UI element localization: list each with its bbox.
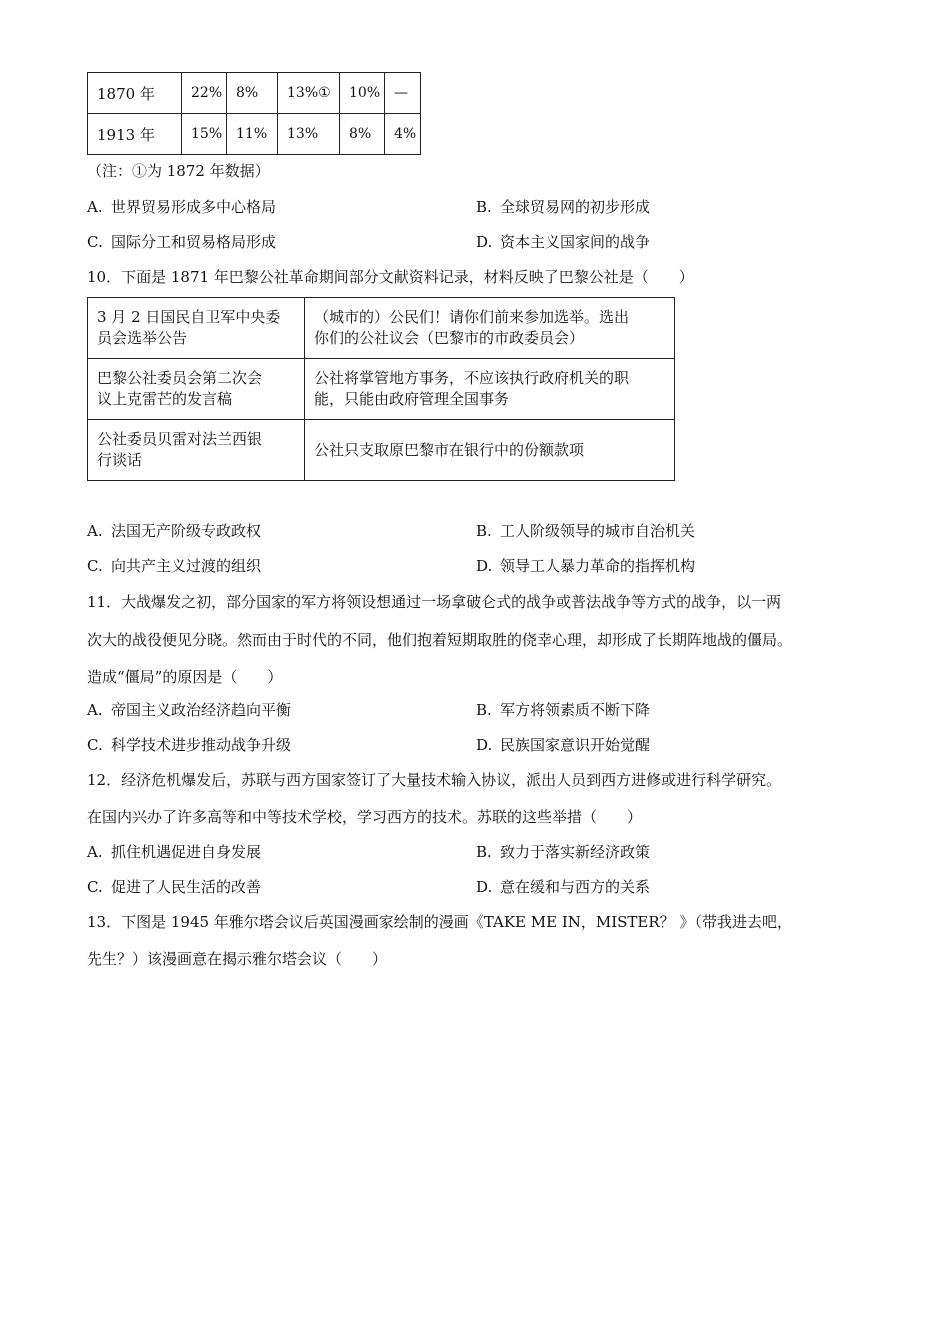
option-text: 民族国家意识开始觉醒 <box>500 736 651 754</box>
q9-option-a <box>87 196 276 217</box>
table-cell <box>88 420 305 481</box>
table-cell: 13%① <box>278 73 340 114</box>
q11-stem-line: 造成“僵局”的原因是（ ） <box>87 668 283 686</box>
cell-line: 议上克雷芒的发言稿 <box>97 390 233 408</box>
option-letter: C. <box>87 233 103 251</box>
cell-line: 能，只能由政府管理全国事务 <box>314 390 510 408</box>
option-text: 工人阶级领导的城市自治机关 <box>500 522 696 540</box>
cell-line: （城市的）公民们！请你们前来参加选举。选出 <box>314 308 630 326</box>
table-row <box>88 359 675 420</box>
q12-option-d <box>476 876 650 897</box>
table-cell: 22% <box>182 73 227 114</box>
cell-line: 公社将掌管地方事务，不应该执行政府机关的职 <box>314 369 630 387</box>
q10-option-c <box>87 555 261 576</box>
cell-line: 你们的公社议会（巴黎市的市政委员会） <box>314 329 585 347</box>
option-text: 意在缓和与西方的关系 <box>500 878 651 896</box>
table-cell: 15% <box>182 114 227 155</box>
q11-stem-line: 次大的战役便见分晓。然而由于时代的不同，他们抱着短期取胜的侥幸心理，却形成了长期阵地战的僵局。 <box>87 631 793 649</box>
q12-option-c <box>87 876 261 897</box>
option-text: 促进了人民生活的改善 <box>111 878 262 896</box>
option-text: 抓住机遇促进自身发展 <box>111 843 262 861</box>
table-cell <box>305 298 675 359</box>
table-cell <box>88 298 305 359</box>
q9-option-c <box>87 231 276 252</box>
option-text: 致力于落实新经济政策 <box>500 843 651 861</box>
table-cell: 1913 年 <box>88 114 182 155</box>
cell-line: 行谈话 <box>97 451 143 469</box>
option-letter: D. <box>476 878 493 896</box>
option-text: 军方将领素质不断下降 <box>500 701 651 719</box>
q11-option-b <box>476 699 650 720</box>
option-text: 全球贸易网的初步形成 <box>500 198 651 216</box>
option-letter: A. <box>87 701 103 719</box>
q9-option-b <box>476 196 650 217</box>
option-letter: B. <box>476 701 492 719</box>
q12-option-a <box>87 841 261 862</box>
cell-line: 员会选举公告 <box>97 329 188 347</box>
q11-option-c <box>87 734 291 755</box>
option-letter: A. <box>87 843 103 861</box>
option-text: 资本主义国家间的战争 <box>500 233 651 251</box>
table-row <box>88 73 421 114</box>
q11-stem-line: 11．大战爆发之初，部分国家的军方将领设想通过一场拿破仑式的战争或普法战争等方式的战争，以一两 <box>87 593 782 611</box>
table-cell: 8% <box>227 73 278 114</box>
option-text: 科学技术进步推动战争升级 <box>111 736 292 754</box>
q10-option-a <box>87 520 261 541</box>
q12-option-b <box>476 841 650 862</box>
table-cell <box>305 359 675 420</box>
table-cell <box>305 420 675 481</box>
option-letter: C. <box>87 736 103 754</box>
option-letter: B. <box>476 522 492 540</box>
q11-option-a <box>87 699 291 720</box>
q12-stem-line: 在国内兴办了许多高等和中等技术学校，学习西方的技术。苏联的这些举措（ ） <box>87 808 643 826</box>
table-cell <box>88 359 305 420</box>
q10-option-b <box>476 520 695 541</box>
q13-stem-line: 先生？）该漫画意在揭示雅尔塔会议（ ） <box>87 950 388 968</box>
table-cell: 10% <box>340 73 385 114</box>
q11-option-d <box>476 734 650 755</box>
q10-stem: 10．下面是 1871 年巴黎公社革命期间部分文献资料记录，材料反映了巴黎公社是（ ） <box>87 268 694 286</box>
trade-share-table <box>87 72 421 155</box>
option-letter: D. <box>476 557 493 575</box>
cell-line: 3 月 2 日国民自卫军中央委 <box>97 308 281 326</box>
table-cell: 13% <box>278 114 340 155</box>
table-cell: 1870 年 <box>88 73 182 114</box>
option-letter: A. <box>87 198 103 216</box>
option-text: 帝国主义政治经济趋向平衡 <box>111 701 292 719</box>
cell-line: 公社只支取原巴黎市在银行中的份额款项 <box>314 440 585 459</box>
option-text: 向共产主义过渡的组织 <box>111 557 262 575</box>
cell-line: 公社委员贝雷对法兰西银 <box>97 430 263 448</box>
q10-option-d <box>476 555 695 576</box>
table-cell: 4% <box>385 114 421 155</box>
table-cell: 11% <box>227 114 278 155</box>
cell-line: 巴黎公社委员会第二次会 <box>97 369 263 387</box>
table-row <box>88 420 675 481</box>
option-letter: C. <box>87 557 103 575</box>
option-text: 领导工人暴力革命的指挥机构 <box>500 557 696 575</box>
table-note: （注：①为 1872 年数据） <box>87 162 270 180</box>
option-text: 世界贸易形成多中心格局 <box>111 198 277 216</box>
paris-commune-table <box>87 297 675 481</box>
option-letter: A. <box>87 522 103 540</box>
option-letter: D. <box>476 233 493 251</box>
table-row <box>88 298 675 359</box>
option-text: 法国无产阶级专政政权 <box>111 522 262 540</box>
option-letter: D. <box>476 736 493 754</box>
option-text: 国际分工和贸易格局形成 <box>111 233 277 251</box>
table-cell: 8% <box>340 114 385 155</box>
q13-stem-line: 13．下图是 1945 年雅尔塔会议后英国漫画家绘制的漫画《TAKE ME IN，MISTER？ 》（带我进去吧， <box>87 913 792 931</box>
q12-stem-line: 12．经济危机爆发后，苏联与西方国家签订了大量技术输入协议，派出人员到西方进修或进行科学研究。 <box>87 771 782 789</box>
table-row <box>88 114 421 155</box>
option-letter: C. <box>87 878 103 896</box>
option-letter: B. <box>476 843 492 861</box>
table-cell: — <box>385 73 421 114</box>
q9-option-d <box>476 231 650 252</box>
option-letter: B. <box>476 198 492 216</box>
